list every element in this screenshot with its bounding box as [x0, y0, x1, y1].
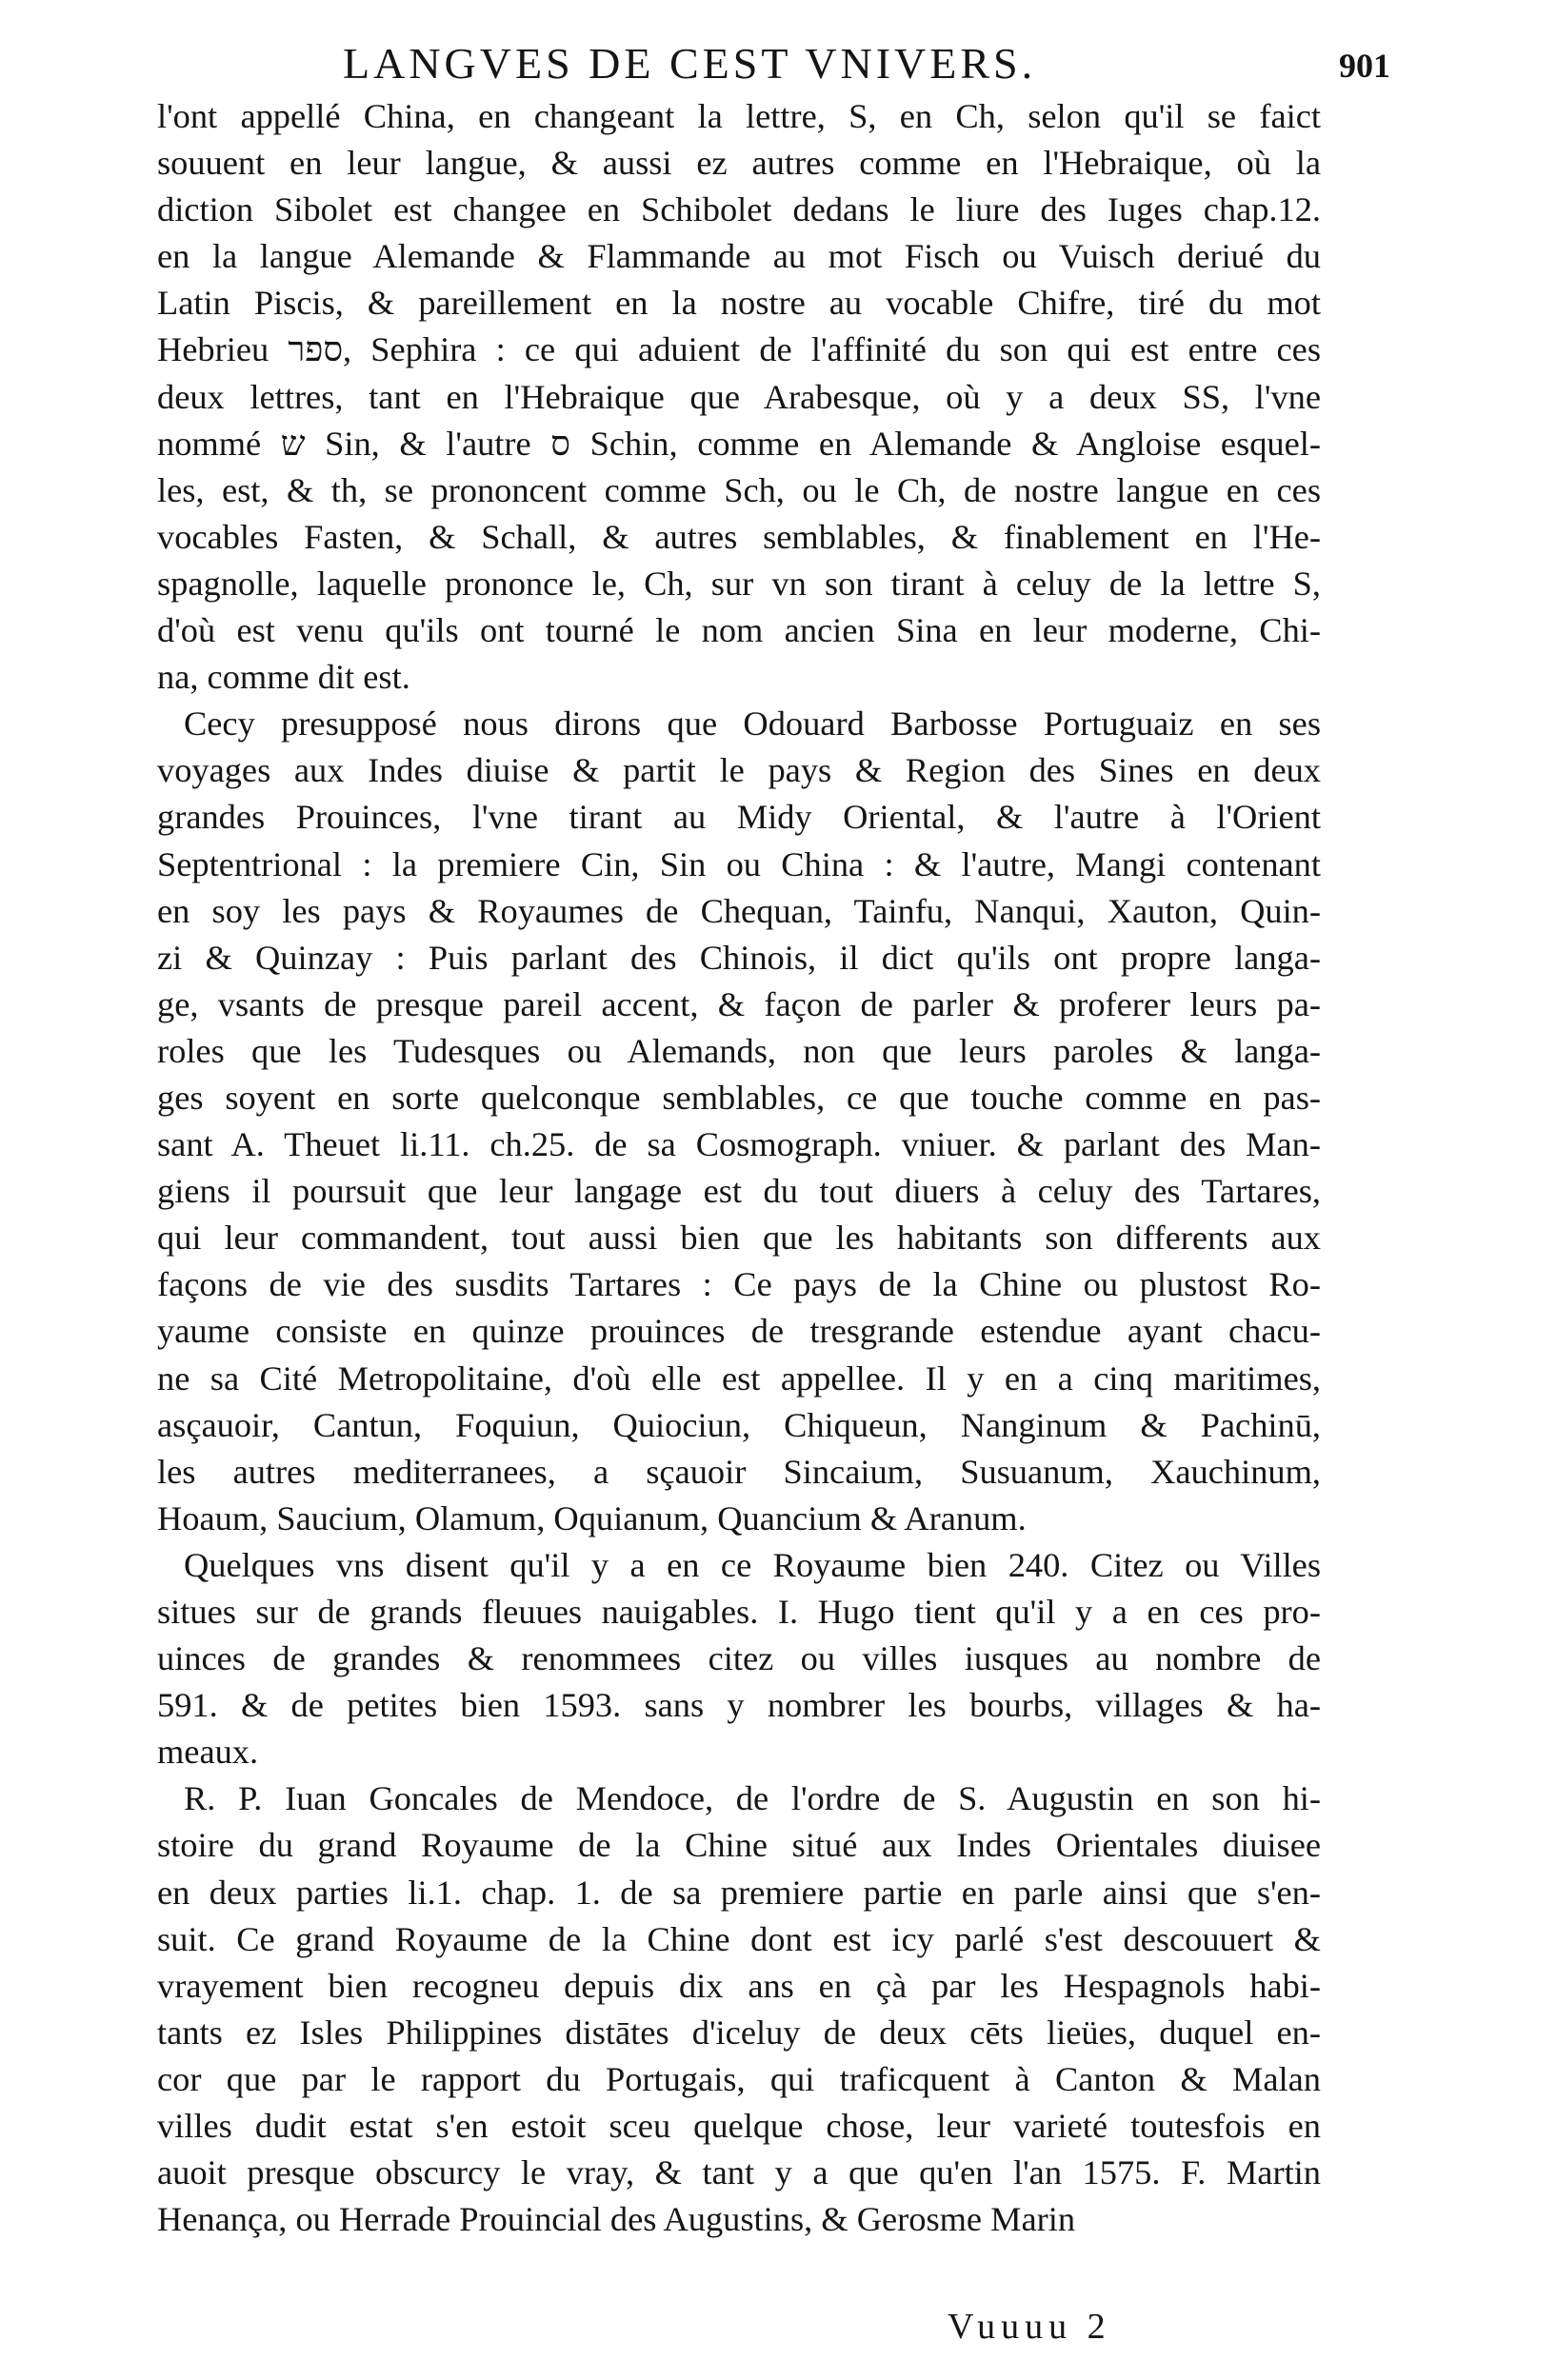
text-line: souuent en leur langue, & aussi ez autres comme en l'Hebraique, où la [157, 144, 1321, 183]
text-line: d'où est venu qu'ils ont tourné le nom ancien Sina en leur moderne, Chi- [157, 611, 1321, 650]
text-line: Septentrional : la premiere Cin, Sin ou China : & l'autre, Mangi contenant [157, 844, 1321, 883]
text-line: asçauoir, Cantun, Foquiun, Quiociun, Chiqueun, Nanginum & Pachinū, [157, 1405, 1321, 1444]
text-line: grandes Prouinces, l'vne tirant au Midy Oriental, & l'autre à l'Orient [157, 798, 1321, 837]
text-line: stoire du grand Royaume de la Chine situé aux Indes Orientales diuisee [157, 1826, 1321, 1865]
text-line: ne sa Cité Metropolitaine, d'où elle est appellee. Il y en a cinq maritimes, [157, 1359, 1321, 1398]
text-line: vocables Fasten, & Schall, & autres semblables, & finablement en l'He- [157, 517, 1321, 556]
text-line: 591. & de petites bien 1593. sans y nombrer les bourbs, villages & ha- [157, 1686, 1321, 1725]
text-line: façons de vie des susdits Tartares : Ce pays de la Chine ou plustost Ro- [157, 1265, 1321, 1304]
text-line: voyages aux Indes diuise & partit le pays & Region des Sines en deux [157, 751, 1321, 790]
text-line: qui leur commandent, tout aussi bien que les habitants son differents aux [157, 1219, 1321, 1258]
text-line: yaume consiste en quinze prouinces de tresgrande estendue ayant chacu- [157, 1312, 1321, 1351]
text-line: Quelques vns disent qu'il y a en ce Royaume bien 240. Citez ou Villes [184, 1545, 1321, 1584]
text-line: sant A. Theuet li.11. ch.25. de sa Cosmograph. vniuer. & parlant des Man- [157, 1125, 1321, 1164]
page-header [157, 38, 1395, 95]
running-title: LANGVES DE CEST VNIVERS. [343, 39, 1037, 88]
catchword: Vuuuu 2 [948, 2307, 1111, 2347]
text-line: les autres mediterranees, a sçauoir Sincaium, Susuanum, Xauchinum, [157, 1452, 1321, 1491]
text-line: diction Sibolet est changee en Schibolet dedans le liure des Iuges chap.12. [157, 190, 1321, 229]
text-line: cor que par le rapport du Portugais, qui traficquent à Canton & Malan [157, 2059, 1321, 2098]
text-line: vrayement bien recogneu depuis dix ans en çà par les Hespagnols habi- [157, 1966, 1321, 2005]
text-line: en deux parties li.1. chap. 1. de sa premiere partie en parle ainsi que s'en- [157, 1873, 1321, 1912]
text-line: nommé ש Sin, & l'autre ס Schin, comme en Alemande & Angloise esquel- [157, 424, 1321, 463]
text-line: suit. Ce grand Royaume de la Chine dont est icy parlé s'est descouuert & [157, 1919, 1321, 1958]
text-line: zi & Quinzay : Puis parlant des Chinois, il dict qu'ils ont propre langa- [157, 938, 1321, 977]
text-line: spagnolle, laquelle prononce le, Ch, sur vn son tirant à celuy de la lettre S, [157, 564, 1321, 603]
text-line: en la langue Alemande & Flammande au mot Fisch ou Vuisch deriué du [157, 237, 1321, 276]
text-line: Latin Piscis, & pareillement en la nostre au vocable Chifre, tiré du mot [157, 284, 1321, 323]
text-line: Cecy presupposé nous dirons que Odouard Barbosse Portuguaiz en ses [184, 704, 1321, 744]
text-line: ge, vsants de presque pareil accent, & façon de parler & proferer leurs pa- [157, 984, 1321, 1023]
text-line: roles que les Tudesques ou Alemands, non que leurs paroles & langa- [157, 1031, 1321, 1070]
text-line: Hoaum, Saucium, Olamum, Oquianum, Quancium & Aranum. [157, 1498, 1027, 1537]
text-line: R. P. Iuan Goncales de Mendoce, de l'ordre de S. Augustin en son hi- [184, 1779, 1321, 1818]
text-line: meaux. [157, 1733, 259, 1772]
page-number: 901 [1339, 47, 1390, 85]
text-line: situes sur de grands fleuues nauigables. I. Hugo tient qu'il y a en ces pro- [157, 1593, 1321, 1631]
body-text [157, 93, 1321, 2243]
text-line: ges soyent en sorte quelconque semblables, ce que touche comme en pas- [157, 1078, 1321, 1117]
text-line: deux lettres, tant en l'Hebraique que Arabesque, où y a deux SS, l'vne [157, 377, 1321, 416]
text-line: tants ez Isles Philippines distātes d'iceluy de deux cēts lieües, duquel en- [157, 2013, 1321, 2052]
text-line: les, est, & th, se prononcent comme Sch, ou le Ch, de nostre langue en ces [157, 470, 1321, 509]
text-line: Henança, ou Herrade Prouincial des Augustins, & Gerosme Marin [157, 2200, 1076, 2239]
text-line: l'ont appellé China, en changeant la lettre, S, en Ch, selon qu'il se faict [157, 97, 1321, 135]
text-line: villes dudit estat s'en estoit sceu quelque chose, leur varieté toutesfois en [157, 2107, 1321, 2146]
text-line: auoit presque obscurcy le vray, & tant y a que qu'en l'an 1575. F. Martin [157, 2153, 1321, 2192]
text-line: Hebrieu ספר, Sephira : ce qui aduient de l'affinité du son qui est entre ces [157, 330, 1321, 369]
text-line: uinces de grandes & renommees citez ou villes iusques au nombre de [157, 1639, 1321, 1678]
text-line: en soy les pays & Royaumes de Chequan, Tainfu, Nanqui, Xauton, Quin- [157, 891, 1321, 930]
text-line: na, comme dit est. [157, 658, 410, 697]
text-line: giens il poursuit que leur langage est du tout diuers à celuy des Tartares, [157, 1172, 1321, 1211]
